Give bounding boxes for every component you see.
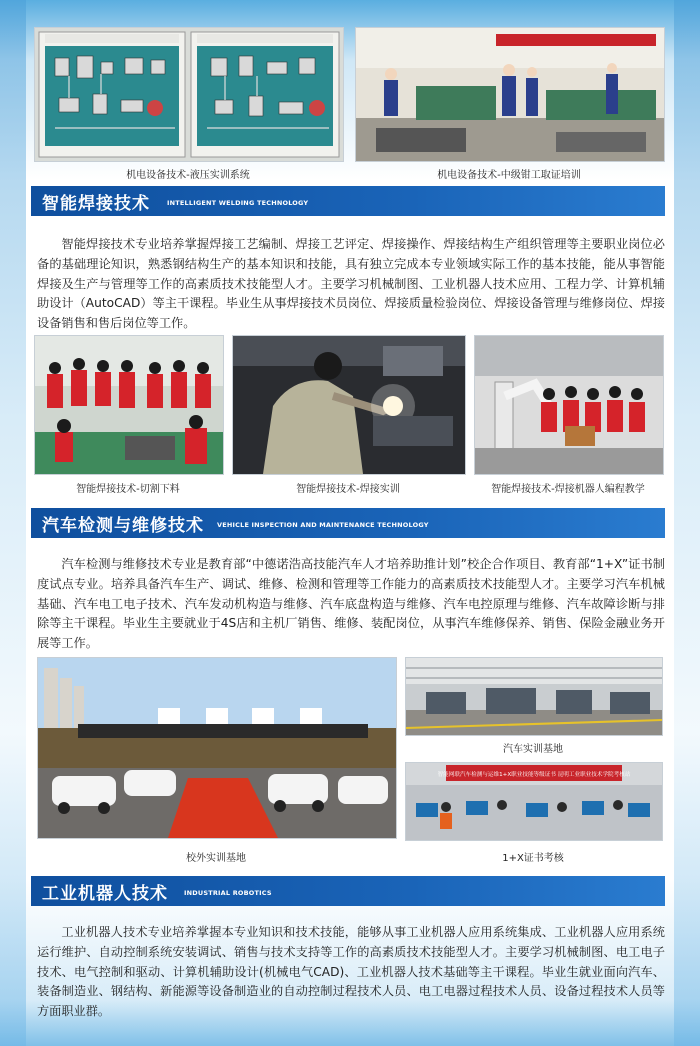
- photo-caption: 汽车实训基地: [503, 744, 563, 755]
- photo-caption: 机电设备技术-中级钳工取证培训: [437, 170, 581, 181]
- photo-caption: 智能焊接技术-焊接实训: [296, 484, 400, 495]
- section-title-en: VEHICLE INSPECTION AND MAINTENANCE TECHNOLOGY: [217, 521, 429, 529]
- section-banner-robotics: [31, 876, 665, 906]
- section-title: 工业机器人技术: [42, 884, 168, 904]
- right-decoration: [674, 0, 700, 1046]
- photo-caption: 机电设备技术-液压实训系统: [126, 170, 250, 181]
- robotics-description: 工业机器人技术专业培养掌握本专业知识和技术技能，能够从事工业机器人应用系统集成、工业机器人应用系统运行维护、自动控制系统安装调试、销售与技术支持等工作的高素质技术技能型人才。主要学习机械制图、电工电子技术、电气控制和驱动、计算机辅助设计(机械电气CAD)、工业机器人技术基础等主干课程。毕业生就业面向汽车、装备制造业、钢结构、新能源等设备制造业的自动控制过程技术人员、电工电器过程技术人员、设备过程技术人员等方面职业群。: [37, 925, 665, 1019]
- welding-cutting-photo: [34, 335, 224, 475]
- fitter-training-photo: [355, 27, 665, 162]
- section-banner-welding: [31, 186, 665, 216]
- photo-caption: 校外实训基地: [186, 853, 246, 864]
- section-title: 智能焊接技术: [42, 194, 150, 214]
- section-banner-vehicle: [31, 508, 665, 538]
- left-decoration: [0, 0, 26, 1046]
- vehicle-base-photo: [405, 657, 663, 736]
- photo-caption: 1+X证书考核: [502, 853, 564, 864]
- hydraulic-training-photo: [34, 27, 344, 162]
- section-title: 汽车检测与维修技术: [42, 516, 204, 536]
- welding-practice-photo: [232, 335, 466, 475]
- section-title-en: INTELLIGENT WELDING TECHNOLOGY: [167, 199, 309, 207]
- section-title-en: INDUSTRIAL ROBOTICS: [184, 889, 272, 897]
- photo-caption: 智能焊接技术-切割下料: [76, 484, 180, 495]
- offcampus-base-photo: [37, 657, 397, 839]
- welding-robot-photo: [474, 335, 664, 475]
- certificate-exam-photo: [405, 762, 663, 841]
- welding-description: 智能焊接技术专业培养掌握焊接工艺编制、焊接工艺评定、焊接操作、焊接结构生产组织管理等主要职业岗位必备的基础理论知识，熟悉钢结构生产的基本知识和技能，具有独立完成本专业领域实际工作的基本技能，能从事智能焊接及生产与管理等工作的高素质技术技能型人才。主要学习机械制图、工业机器人技术应用、工程力学、计算机辅助设计（AutoCAD）等主干课程。毕业生从事焊接技术员岗位、焊接质量检验岗位、焊接设备管理与维修岗位、焊接设备销售和售后岗位等工作。: [37, 237, 665, 331]
- exam-banner-text: 智能网联汽车检测与运维1+X职业技能等级证书 昆明工业职业技术学院考核站: [437, 772, 631, 778]
- vehicle-description: 汽车检测与维修技术专业是教育部“中德诺浩高技能汽车人才培养助推计划”校企合作项目、教育部“1+X”证书制度试点专业。培养具备汽车生产、调试、维修、检测和管理等工作能力的高素质技术技能型人才。主要学习汽车机械基础、汽车电工电子技术、汽车发动机构造与维修、汽车底盘构造与维修、汽车电控原理与维修、汽车故障诊断与排除等主干课程。毕业生主要就业于4S店和主机厂销售、维修、装配岗位，从事汽车维修保养、销售、保险金融业务开展等工作。: [37, 557, 665, 651]
- photo-caption: 智能焊接技术-焊接机器人编程教学: [491, 484, 645, 495]
